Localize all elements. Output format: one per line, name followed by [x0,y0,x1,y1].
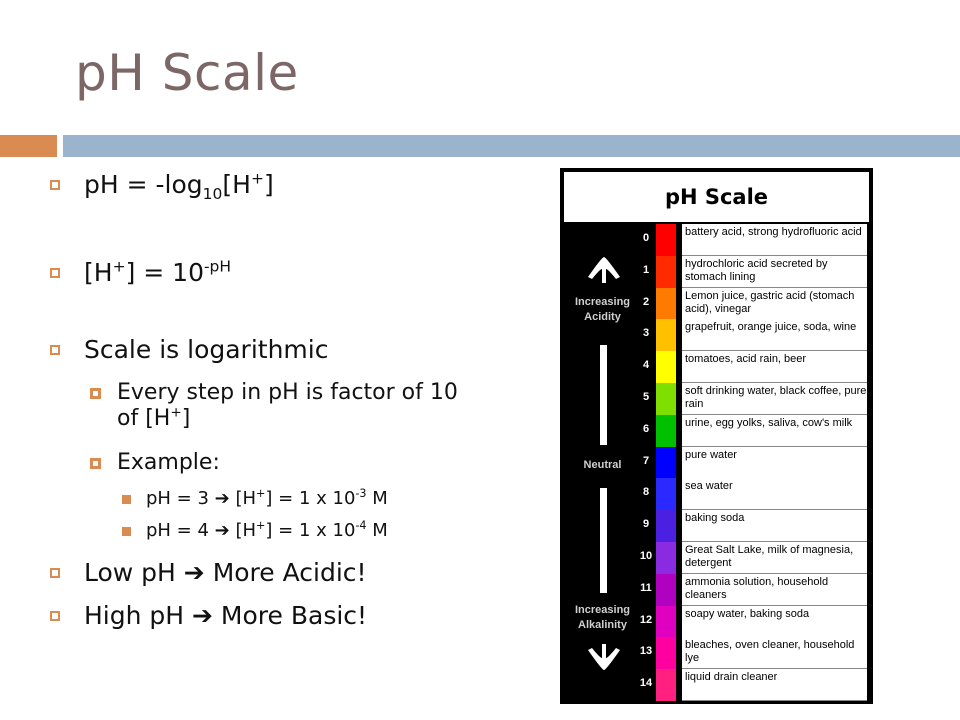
arrow-icon: ➔ [214,488,230,509]
ph-number: 9 [642,518,650,531]
bullet-marker [50,345,60,355]
ph-color-swatch [656,510,676,542]
accent-bar-left [0,135,57,157]
scale-line-top [600,345,607,445]
ph-color-swatch [656,542,676,574]
ph-number: 7 [642,454,650,467]
ph-number: 0 [642,232,650,244]
ph-color-swatch [656,574,676,606]
ph-description: liquid drain cleaner [682,669,867,701]
arrow-down-icon [584,642,624,672]
label-neutral: Neutral [583,459,622,471]
ph-description: tomatoes, acid rain, beer [682,351,867,383]
ph-description: bleaches, oven cleaner, household lye [682,637,867,669]
ph-description: baking soda [682,510,867,542]
ph-color-swatch [656,256,676,288]
ph-number: 5 [642,391,650,403]
ph-color-swatch [656,478,676,510]
ph-number: 14 [639,677,653,690]
ph-color-swatch [656,319,676,351]
ph-color-swatch [656,447,676,479]
ph-description: sea water [682,478,867,510]
arrow-icon: ➔ [214,520,230,541]
ph-description: grapefruit, orange juice, soda, wine [682,319,867,351]
bullet-marker [50,568,60,578]
arrow-up-icon [584,255,624,285]
ph-description: soft drinking water, black coffee, pure rain [682,383,867,415]
example-marker [122,495,131,504]
arrow-icon: ➔ [192,601,213,630]
ph-color-swatch [656,351,676,383]
ph-number: 1 [642,263,650,276]
ph-number: 13 [639,645,653,658]
ph-number: 4 [642,359,650,372]
ph-number: 11 [640,581,652,594]
ph-color-swatch [656,606,676,638]
ph-description: Great Salt Lake, milk of magnesia, detergent [682,542,867,574]
ph-number: 3 [642,327,650,340]
ph-description: urine, egg yolks, saliva, cow's milk [682,415,867,447]
label-increasing-acidity: Increasing Acidity [574,296,631,323]
ph-description: battery acid, strong hydrofluoric acid [682,224,867,256]
ph-number: 8 [642,486,650,499]
example-marker [122,527,131,536]
label-increasing-alkalinity: Increasing Alkalinity [574,604,631,631]
arrow-icon: ➔ [183,558,205,587]
ph-number: 12 [639,613,653,626]
ph-color-swatch [656,669,676,701]
bullet-marker [50,268,60,278]
figure-title: pH Scale [564,172,869,222]
sub-bullet-marker [90,388,101,399]
slide-title: pH Scale [75,44,299,102]
accent-bar-right [63,135,960,157]
ph-description: pure water [682,447,867,479]
ph-description: hydrochloric acid secreted by stomach lining [682,256,867,288]
ph-color-swatch [656,383,676,415]
ph-number: 2 [642,295,650,308]
ph-description: ammonia solution, household cleaners [682,574,867,606]
bullet-marker [50,180,60,190]
ph-color-swatch [656,415,676,447]
ph-number: 6 [642,422,650,435]
scale-line-bottom [600,488,607,593]
sub-bullet-marker [90,458,101,469]
ph-color-swatch [656,288,676,320]
bullet-marker [50,611,60,621]
ph-color-swatch [656,224,676,256]
ph-description: Lemon juice, gastric acid (stomach acid), vinegar [682,288,867,320]
ph-color-swatch [656,637,676,669]
ph-number: 10 [639,550,653,562]
ph-description: soapy water, baking soda [682,606,867,638]
